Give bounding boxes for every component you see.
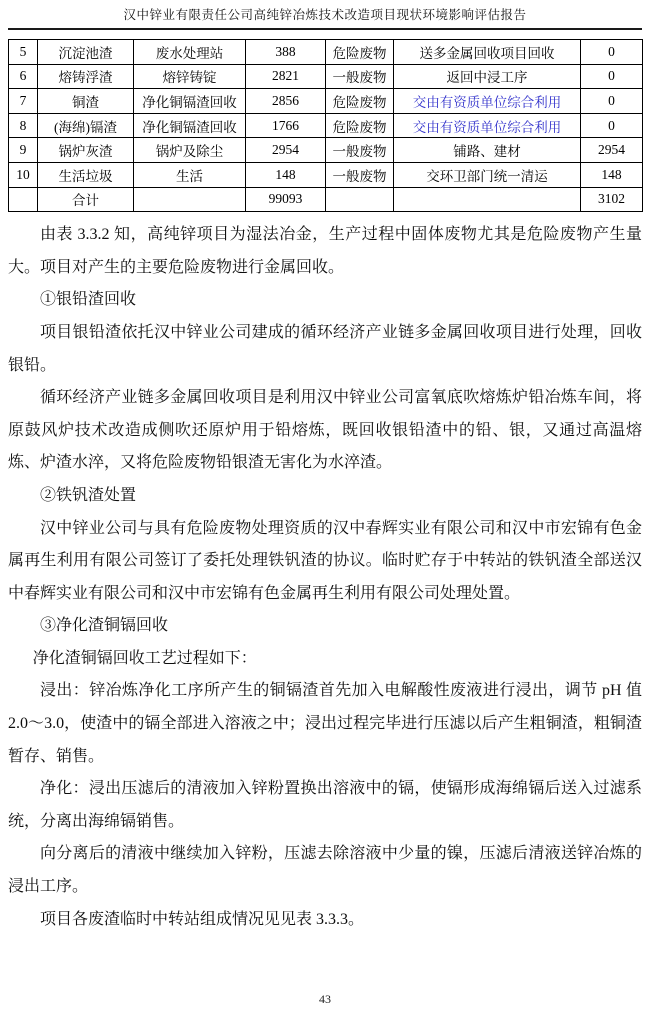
waste-source: 生活: [134, 162, 246, 187]
waste-qty: 148: [246, 162, 326, 187]
waste-type: 一般废物: [326, 138, 394, 163]
waste-source: 净化铜镉渣回收: [134, 89, 246, 114]
table-row: [9, 89, 643, 114]
paragraph: 浸出：锌冶炼净化工序所产生的铜镉渣首先加入电解酸性废液进行浸出，调节 pH 值 2.0～3.0，使渣中的镉全部进入溶液之中；浸出过程完毕进行压滤以后产生粗铜渣，粗铜渣暂存、销售。: [8, 682, 642, 765]
waste-qty: 2856: [246, 89, 326, 114]
waste-name: 锅炉灰渣: [38, 138, 134, 163]
waste-disposal: 铺路、建材: [394, 138, 581, 163]
waste-disposal: 交环卫部门统一清运: [394, 162, 581, 187]
table-row: [9, 138, 643, 163]
waste-name: 沉淀池渣: [38, 40, 134, 65]
waste-type: 危险废物: [326, 89, 394, 114]
row-no: 6: [9, 64, 38, 89]
paragraph: 净化：浸出压滤后的清液加入锌粉置换出溶液中的镉，使镉形成海绵镉后送入过滤系统，分离出海绵镉销售。: [8, 780, 642, 830]
empty-cell: [394, 187, 581, 212]
table-row: [9, 113, 643, 138]
empty-cell: [326, 187, 394, 212]
body-text: [8, 219, 642, 936]
waste-qty: 388: [246, 40, 326, 65]
waste-qty: 2954: [246, 138, 326, 163]
row-no: 5: [9, 40, 38, 65]
table-row: [9, 162, 643, 187]
row-no: 10: [9, 162, 38, 187]
row-no: 8: [9, 113, 38, 138]
empty-cell: [134, 187, 246, 212]
waste-name: (海绵)镉渣: [38, 113, 134, 138]
waste-disposal: 交由有资质单位综合利用: [394, 113, 581, 138]
empty-cell: [9, 187, 38, 212]
waste-amount: 0: [581, 64, 643, 89]
header-divider: [8, 28, 642, 30]
waste-name: 生活垃圾: [38, 162, 134, 187]
waste-name: 铜渣: [38, 89, 134, 114]
paragraph: 汉中锌业公司与具有危险废物处理资质的汉中春辉实业有限公司和汉中市宏锦有色金属再生利用有限公司签订了委托处理铁钒渣的协议。临时贮存于中转站的铁钒渣全部送汉中春辉实业有限公司和汉中市宏锦有色金属再生利用有限公司处理处置。: [8, 519, 642, 602]
waste-type: 一般废物: [326, 64, 394, 89]
page-number: 43: [319, 992, 331, 1006]
waste-amount: 148: [581, 162, 643, 187]
waste-qty: 1766: [246, 113, 326, 138]
waste-source: 锅炉及除尘: [134, 138, 246, 163]
waste-disposal: 返回中浸工序: [394, 64, 581, 89]
row-no: 7: [9, 89, 38, 114]
table-row: [9, 40, 643, 65]
list-heading-3: ③净化渣铜镉回收: [40, 617, 169, 635]
paragraph: 净化渣铜镉回收工艺过程如下：: [32, 649, 257, 667]
waste-source: 熔锌铸锭: [134, 64, 246, 89]
paragraph: 项目银铅渣依托汉中锌业公司建成的循环经济产业链多金属回收项目进行处理，回收银铅。: [8, 323, 642, 374]
total-amount: 3102: [581, 187, 643, 212]
paragraph: 由表 3.3.2 知，高纯锌项目为湿法冶金，生产过程中固体废物尤其是危险废物产生量大。项目对产生的主要危险废物进行金属回收。: [8, 226, 642, 276]
waste-amount: 0: [581, 40, 643, 65]
waste-type: 危险废物: [326, 40, 394, 65]
waste-amount: 2954: [581, 138, 643, 163]
table-row: [9, 64, 643, 89]
table-total-row: [9, 187, 643, 212]
row-no: 9: [9, 138, 38, 163]
solid-waste-table: [8, 39, 643, 212]
total-qty: 99093: [246, 187, 326, 212]
waste-source: 净化铜镉渣回收: [134, 113, 246, 138]
list-heading-2: ②铁钒渣处置: [40, 486, 137, 504]
paragraph: 向分离后的清液中继续加入锌粉，压滤去除溶液中少量的镍，压滤后清液送锌冶炼的浸出工序。: [8, 845, 642, 896]
waste-amount: 0: [581, 89, 643, 114]
waste-disposal: 送多金属回收项目回收: [394, 40, 581, 65]
total-label: 合计: [38, 187, 134, 212]
waste-amount: 0: [581, 113, 643, 138]
paragraph: 循环经济产业链多金属回收项目是利用汉中锌业公司富氧底吹熔炼炉铅冶炼车间，将原鼓风炉技术改造成侧吹还原炉用于铅熔炼，既回收银铅渣中的铅、银，又通过高温熔炼、炉渣水淬，又将危险废物铅银渣无害化为水淬渣。: [8, 389, 642, 472]
waste-disposal: 交由有资质单位综合利用: [394, 89, 581, 114]
waste-type: 危险废物: [326, 113, 394, 138]
list-heading-1: ①银铅渣回收: [40, 291, 137, 309]
page-header-title: 汉中锌业有限责任公司高纯锌冶炼技术改造项目现状环境影响评估报告: [123, 8, 527, 22]
waste-qty: 2821: [246, 64, 326, 89]
paragraph: 项目各废渣临时中转站组成情况见见表 3.3.3。: [40, 910, 365, 928]
waste-type: 一般废物: [326, 162, 394, 187]
waste-name: 熔铸浮渣: [38, 64, 134, 89]
waste-source: 废水处理站: [134, 40, 246, 65]
